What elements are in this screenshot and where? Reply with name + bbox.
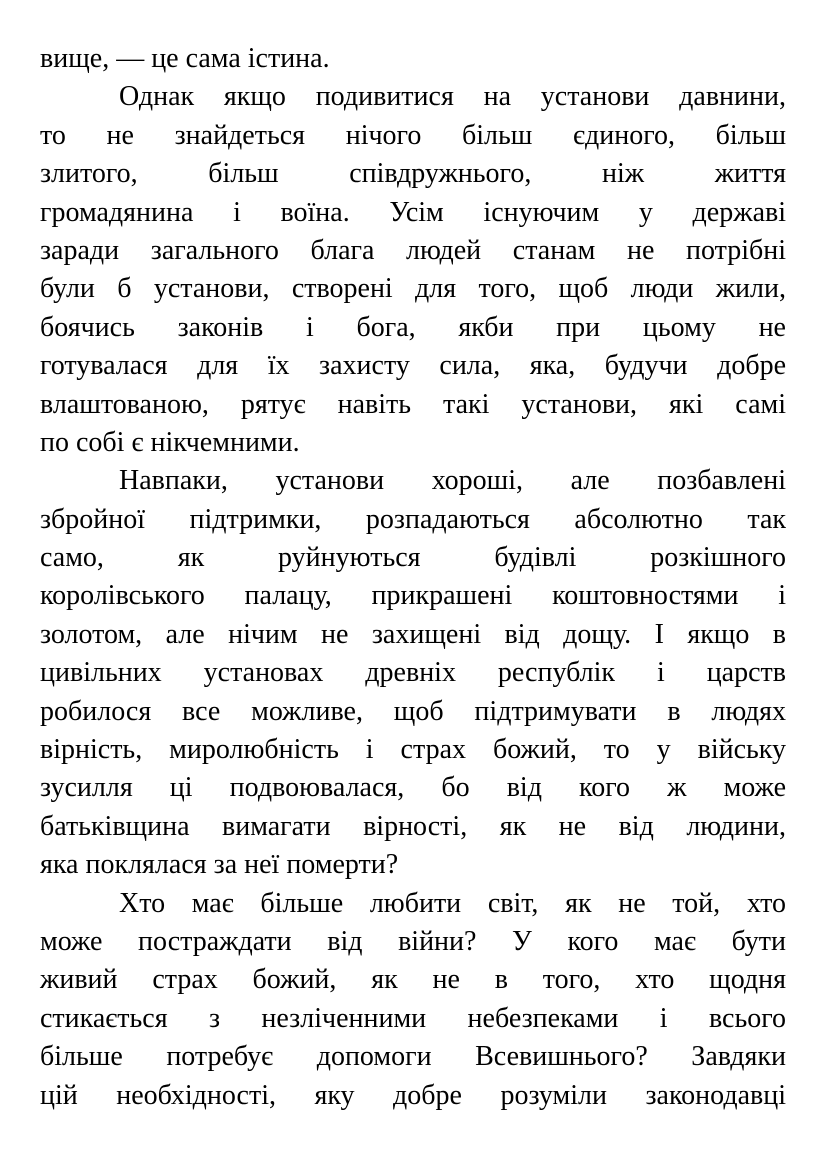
text-line: зусилля ці подвоювалася, бо від кого ж може [40,772,786,804]
text-line: вірність, миролюбність і страх божий, то у війську [40,734,786,766]
text-line: влаштованою, рятує навіть такі установи, які самі [40,388,786,420]
text-line: батьківщина вимагати вірності, як не від людини, [40,810,786,842]
text-line: по собі є нікчемними. [40,426,300,458]
text-line: Однак якщо подивитися на установи давнини, [119,81,786,113]
document-body [40,40,786,1115]
text-line: злитого, більш співдружнього, ніж життя [40,158,786,190]
text-line: збройної підтримки, розпадаються абсолютно так [40,503,786,535]
text-line: живий страх божий, як не в того, хто щодня [40,964,786,996]
text-line: готувалася для їх захисту сила, яка, будучи добре [40,350,786,382]
text-line: цій необхідності, яку добре розуміли законодавці [40,1079,786,1111]
text-line: Навпаки, установи хороші, але позбавлені [119,465,786,497]
text-line: золотом, але нічим не захищені від дощу. І якщо в [40,618,786,650]
text-line: робилося все можливе, щоб підтримувати в людях [40,695,786,727]
text-line: стикається з незліченними небезпеками і всього [40,1002,786,1034]
text-line: яка поклялася за неї померти? [40,849,399,881]
text-line: королівського палацу, прикрашені коштовностями і [40,580,786,612]
paragraph [40,40,786,78]
paragraph [40,462,786,884]
text-line: само, як руйнуються будівлі розкішного [40,542,786,574]
paragraph [40,78,786,462]
text-line: то не знайдеться нічого більш єдиного, більш [40,119,786,151]
document-page [40,40,786,1115]
text-line: Хто має більше любити світ, як не той, хто [119,887,786,919]
text-line: були б установи, створені для того, щоб люди жили, [40,273,786,305]
text-line: може постраждати від війни? У кого має бути [40,925,786,957]
text-line: громадянина і воїна. Усім існуючим у державі [40,196,786,228]
text-line: цивільних установах древніх республік і царств [40,657,786,689]
text-line: більше потребує допомоги Всевишнього? Завдяки [40,1041,786,1073]
text-line: боячись законів і бога, якби при цьому не [40,311,786,343]
text-line: вище, — це сама істина. [40,43,330,74]
text-line: заради загального блага людей станам не потрібні [40,234,786,266]
paragraph [40,885,786,1115]
